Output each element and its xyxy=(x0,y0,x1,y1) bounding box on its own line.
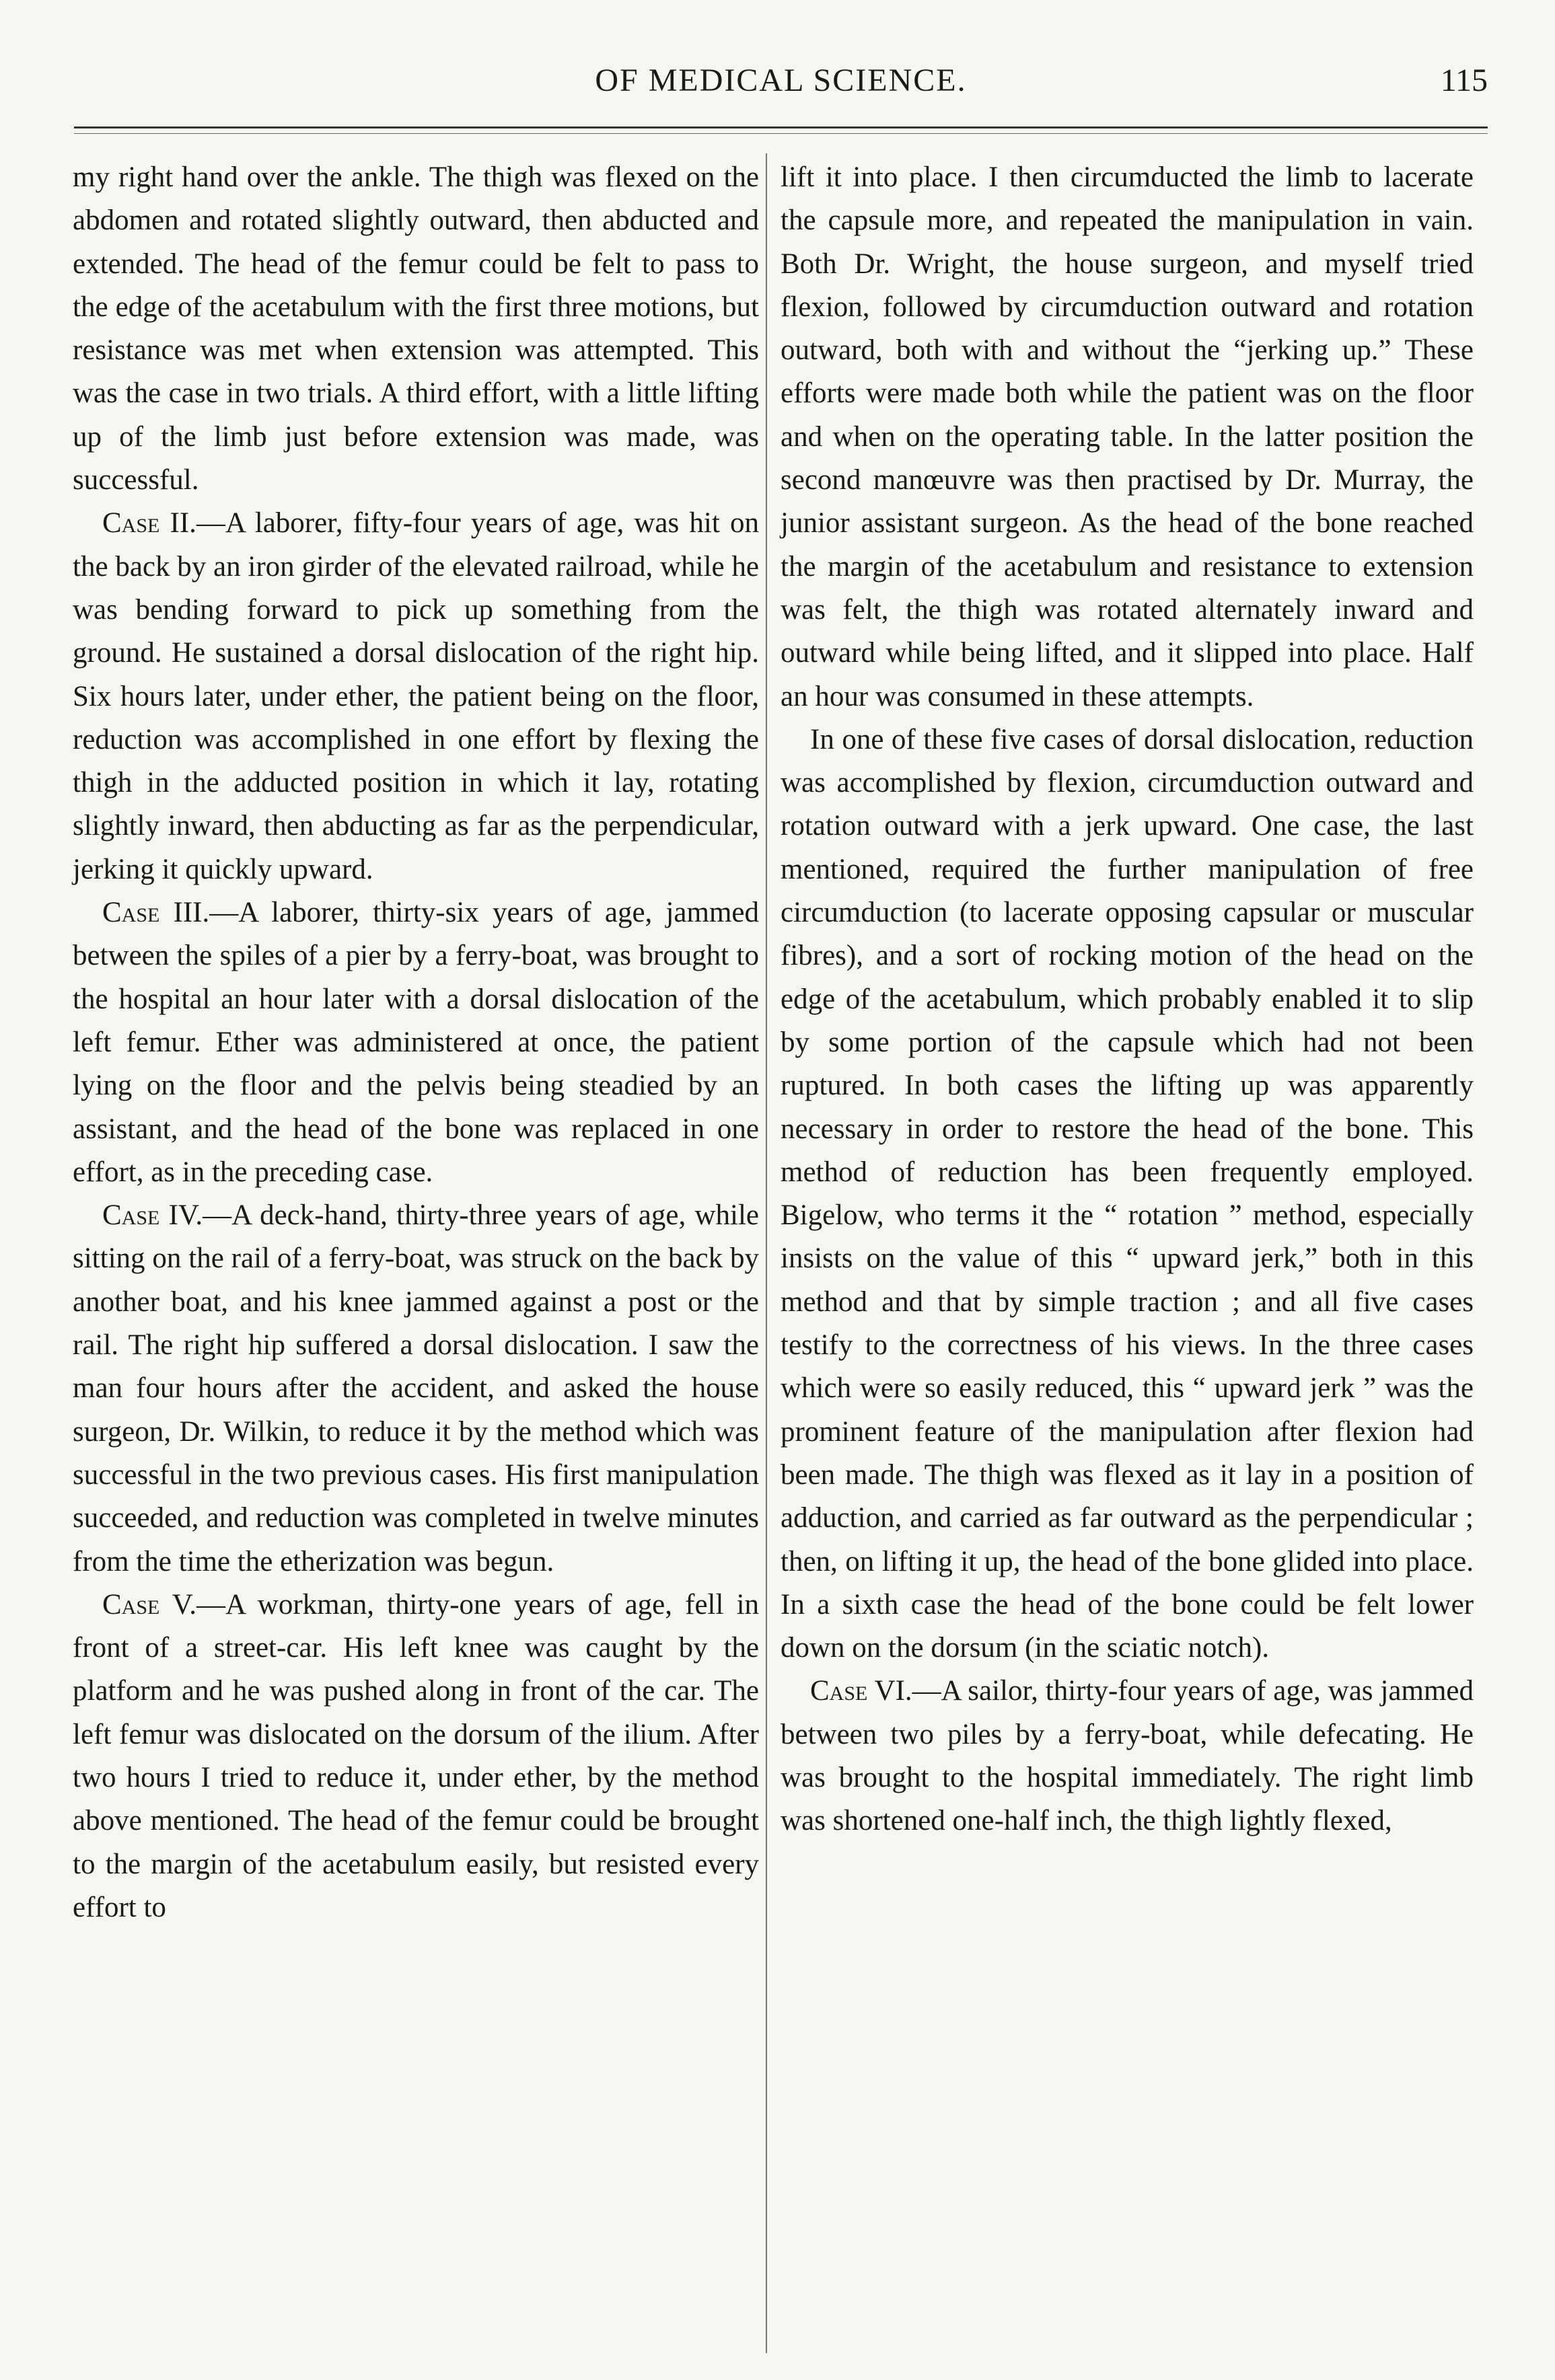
case-label: Case III. xyxy=(102,897,210,929)
page-header xyxy=(74,62,1488,116)
case-label: Case IV. xyxy=(102,1199,203,1232)
case-text: —A workman, thirty-one years of age, fell in front of a street-car. His left knee was caught by the platform and he was pushed along in front of the car. The left femur was dislocated on the dorsum of the ilium. After two hours I tried to reduce it, under ether, by the method above mentioned. The head of the femur could be brought to the margin of the acetabulum easily, but resisted every effort to xyxy=(73,1588,760,1923)
column-divider xyxy=(766,153,767,2353)
header-rule xyxy=(74,126,1488,128)
case-paragraph xyxy=(781,1670,1474,1843)
case-paragraph xyxy=(73,502,759,891)
case-label: Case V. xyxy=(102,1588,196,1621)
case-text: —A laborer, fifty-four years of age, was hit on the back by an iron girder of the elevated railroad, while he was bending forward to pick up something from the ground. He sustained a dorsal dislocation of the right hip. Six hours later, under ether, the patient being on the floor, reduction was accomplished in one effort by flexing the thigh in the adducted position in which it lay, rotating slightly inward, then abducting as far as the perpendicular, jerking it quickly upward. xyxy=(73,507,759,885)
case-text: —A laborer, thirty-six years of age, jammed between the spiles of a pier by a ferry-boat, was brought to the hospital an hour later with a dorsal dislocation of the left femur. Ether was administered at once, the patient lying on the floor and the pelvis being steadied by an assistant, and the head of the bone was replaced in one effort, as in the preceding case. xyxy=(73,897,759,1188)
case-label: Case VI. xyxy=(810,1675,912,1707)
header-rule-thin xyxy=(74,133,1488,134)
left-column xyxy=(73,156,759,1929)
case-label: Case II. xyxy=(102,507,196,540)
paragraph: lift it into place. I then circumducted the limb to lacerate the capsule more, and repeated the manipulation in vain. Both Dr. Wright, the house surgeon, and myself tried flexion, followed by circumduction outward and rotation outward, both with and without the “jerking up.” These efforts were made both while the patient was on the floor and when on the operating table. In the latter position the second manœuvre was then practised by Dr. Murray, the junior assistant surgeon. As the head of the bone reached the margin of the acetabulum and resistance to extension was felt, the thigh was rotated alternately inward and outward while being lifted, and it slipped into place. Half an hour was consumed in these attempts. xyxy=(781,161,1474,712)
running-title: OF MEDICAL SCIENCE. xyxy=(595,63,967,98)
paragraph: In one of these five cases of dorsal dislocation, reduction was accomplished by flexion, circumduction outward and rotation outward with a jerk upward. One case, the last mentioned, required the further manipulation of free circumduction (to lacerate opposing capsular or muscular fibres), and a sort of rocking motion of the head on the edge of the acetabulum, which probably enabled it to slip by some portion of the capsule which had not been ruptured. In both cases the lifting up was apparently necessary in order to restore the head of the bone. This method of reduction has been frequently employed. Bigelow, who terms it the “ rotation ” method, especially insists on the value of this “ upward jerk,” both in this method and that by simple traction ; and all five cases testify to the correctness of his views. In the three cases which were so easily reduced, this “ upward jerk ” was the prominent feature of the manipulation after flexion had been made. The thigh was flexed as it lay in a position of adduction, and carried as far outward as the perpendicular ; then, on lifting it up, the head of the bone glided into place. In a sixth case the head of the bone could be felt lower down on the dorsum (in the sciatic notch). xyxy=(781,723,1474,1664)
case-paragraph xyxy=(73,891,759,1194)
case-paragraph xyxy=(73,1584,759,1929)
case-text: —A deck-hand, thirty-three years of age, while sitting on the rail of a ferry-boat, was struck on the back by another boat, and his knee jammed against a post or the rail. The right hip suffered a dorsal dislocation. I saw the man four hours after the accident, and asked the house surgeon, Dr. Wilkin, to reduce it by the method which was successful in the two previous cases. His first manipulation succeeded, and reduction was completed in twelve minutes from the time the etherization was begun. xyxy=(73,1199,759,1577)
case-paragraph xyxy=(73,1194,759,1584)
page-number: 115 xyxy=(1440,63,1488,98)
paragraph: my right hand over the ankle. The thigh was flexed on the abdomen and rotated slightly outward, then abducted and extended. The head of the femur could be felt to pass to the edge of the acetabulum with the first three motions, but resistance was met when extension was attempted. This was the case in two trials. A third effort, with a little lifting up of the limb just before extension was made, was successful. xyxy=(73,161,759,496)
case-text: —A sailor, thirty-four years of age, was jammed between two piles by a ferry-boat, while defecating. He was brought to the hospital immediately. The right limb was shortened one-half inch, the thigh lightly flexed, xyxy=(781,1675,1474,1837)
right-column xyxy=(781,156,1474,1843)
